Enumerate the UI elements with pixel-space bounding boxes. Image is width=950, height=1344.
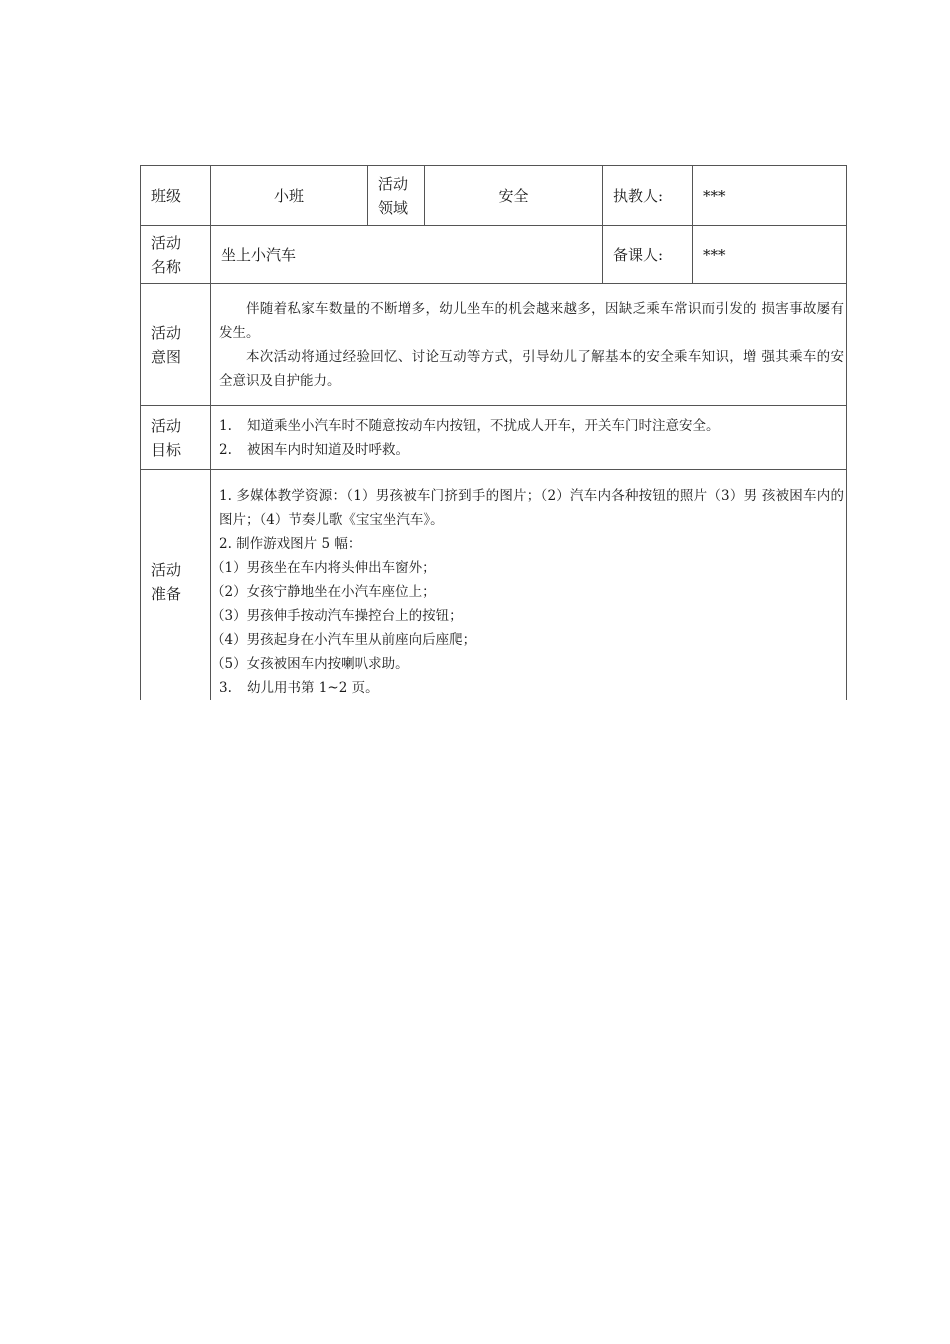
teacher-label: 执教人: [603, 166, 693, 226]
class-value: 小班 [211, 166, 368, 226]
prep-label-line1: 活动 [151, 561, 182, 579]
goal-number: 2. [219, 441, 232, 458]
prep-line-resources: 1. 多媒体教学资源：（1）男孩被车门挤到手的图片；（2）汽车内各种按钮的照片（3）男 孩被困车内的图片；（4）节奏儿歌《宝宝坐汽车》。 [219, 488, 844, 528]
row-class-domain-teacher [141, 166, 847, 226]
intent-label-line1: 活动 [151, 323, 182, 342]
lesson-plan-sheet [140, 165, 846, 700]
prep-sub-item: （3）男孩伸手按动汽车操控台上的按钮； [211, 608, 463, 624]
goal-text: 被困车内时知道及时呼救。 [247, 441, 409, 458]
activity-name-value: 坐上小汽车 [211, 226, 603, 284]
intent-paragraph: 本次活动将通过经验回忆、讨论互动等方式，引导幼儿了解基本的安全乘车知识，增 强其乘车的安全意识及自护能力。 [219, 348, 844, 389]
goal-number: 1. [219, 417, 232, 434]
prep-label-line2: 准备 [151, 585, 182, 603]
domain-label-line1: 活动 [378, 174, 409, 193]
goals-content [211, 406, 847, 470]
intent-label-line2: 意图 [151, 347, 182, 366]
intent-label [141, 284, 211, 406]
goals-label-line2: 目标 [151, 440, 182, 459]
domain-label [368, 166, 425, 226]
intent-content [211, 284, 847, 406]
domain-value: 安全 [425, 166, 603, 226]
preparer-value: *** [693, 226, 847, 284]
prep-line-game-images: 2. 制作游戏图片 5 幅： [219, 536, 362, 552]
prep-sub-item: （5）女孩被困车内按喇叭求助。 [211, 656, 409, 672]
prep-line-book [219, 676, 844, 700]
intent-paragraph: 伴随着私家车数量的不断增多，幼儿坐车的机会越来越多，因缺乏乘车常识而引发的 损害事故屡有发生。 [219, 300, 844, 341]
row-activity-name [141, 226, 847, 284]
prep-label [141, 470, 211, 701]
activity-name-label-line1: 活动 [151, 233, 182, 252]
lesson-plan-table [140, 165, 847, 700]
prep-book-number: 3. [219, 680, 232, 696]
goal-item [219, 414, 844, 438]
activity-name-label [141, 226, 211, 284]
prep-content [211, 470, 847, 701]
goals-label-line1: 活动 [151, 416, 182, 435]
class-label: 班级 [141, 166, 211, 226]
prep-sub-item: （2）女孩宁静地坐在小汽车座位上； [211, 584, 436, 600]
activity-name-label-line2: 名称 [151, 257, 182, 276]
row-goals [141, 406, 847, 470]
teacher-value: *** [693, 166, 847, 226]
prep-sub-item: （4）男孩起身在小汽车里从前座向后座爬； [211, 632, 477, 648]
row-intent [141, 284, 847, 406]
prep-book-text: 幼儿用书第 1~2 页。 [247, 680, 379, 696]
row-preparation [141, 470, 847, 701]
goal-item [219, 438, 844, 462]
domain-label-line2: 领域 [378, 198, 409, 217]
prep-sub-item: （1）男孩坐在车内将头伸出车窗外； [211, 560, 436, 576]
goal-text: 知道乘坐小汽车时不随意按动车内按钮，不扰成人开车，开关车门时注意安全。 [247, 417, 720, 434]
preparer-label: 备课人: [603, 226, 693, 284]
goals-label [141, 406, 211, 470]
